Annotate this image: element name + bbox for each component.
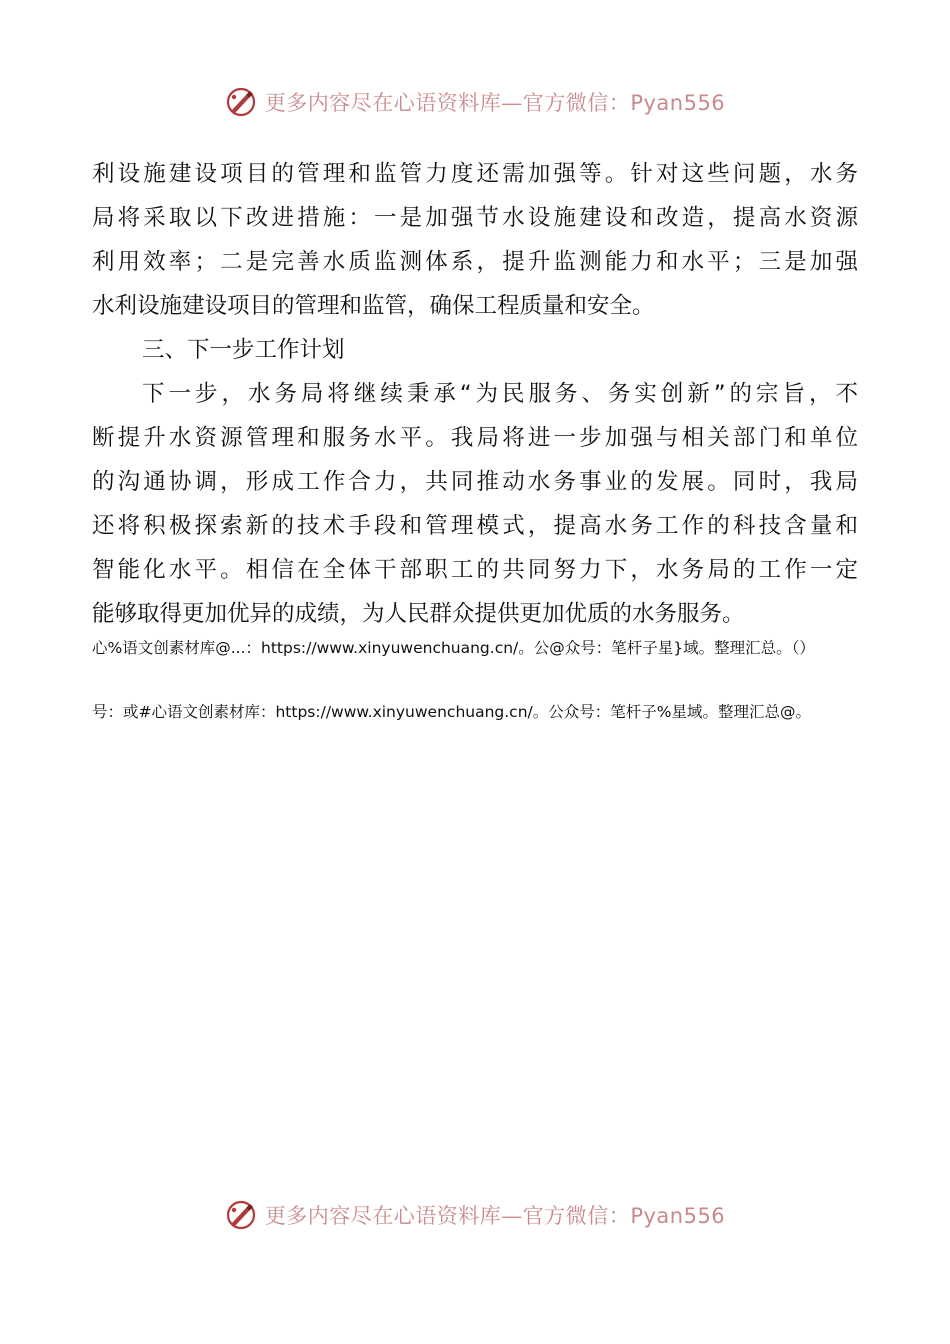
- paragraph-line: 断提升水资源管理和服务水平。我局将进一步加强与相关部门和单位: [92, 425, 858, 451]
- paragraph-line: 还将积极探索新的技术手段和管理模式，提高水务工作的科技含量和: [92, 513, 858, 539]
- pen-logo-icon: [225, 86, 257, 118]
- source-note: 号：或#心语文创素材库：https://www.xinyuwenchuang.cn/。公众号：笔杆子%星域。整理汇总@。: [92, 703, 811, 721]
- paragraph-line: 的沟通协调，形成工作合力，共同推动水务事业的发展。同时，我局: [92, 469, 858, 495]
- source-note: 心%语文创素材库@...：https://www.xinyuwenchuang.cn/。公@众号：笔杆子星}域。整理汇总。（）: [92, 639, 815, 657]
- paragraph-line: 利用效率；二是完善水质监测体系，提升监测能力和水平；三是加强: [92, 249, 858, 275]
- paragraph-line: 局将采取以下改进措施：一是加强节水设施建设和改造，提高水资源: [92, 205, 858, 231]
- paragraph-line: 智能化水平。相信在全体干部职工的共同努力下，水务局的工作一定: [92, 557, 858, 583]
- paragraph-line: 水利设施建设项目的管理和监管，确保工程质量和安全。: [92, 293, 655, 319]
- paragraph-line: 能够取得更加优异的成绩，为人民群众提供更加优质的水务服务。: [92, 601, 745, 627]
- pen-logo-icon: [225, 1199, 257, 1231]
- document-body: [92, 152, 858, 636]
- footer-banner: [0, 1195, 950, 1235]
- banner-text: 更多内容尽在心语资料库—官方微信：Pyan556: [264, 91, 726, 115]
- banner-text: 更多内容尽在心语资料库—官方微信：Pyan556: [264, 1204, 726, 1228]
- header-banner: [0, 82, 950, 122]
- paragraph-line: 利设施建设项目的管理和监管力度还需加强等。针对这些问题，水务: [92, 161, 858, 187]
- section-heading: 三、下一步工作计划: [142, 337, 345, 363]
- paragraph-line: 下一步，水务局将继续秉承“为民服务、务实创新”的宗旨，不: [142, 381, 858, 407]
